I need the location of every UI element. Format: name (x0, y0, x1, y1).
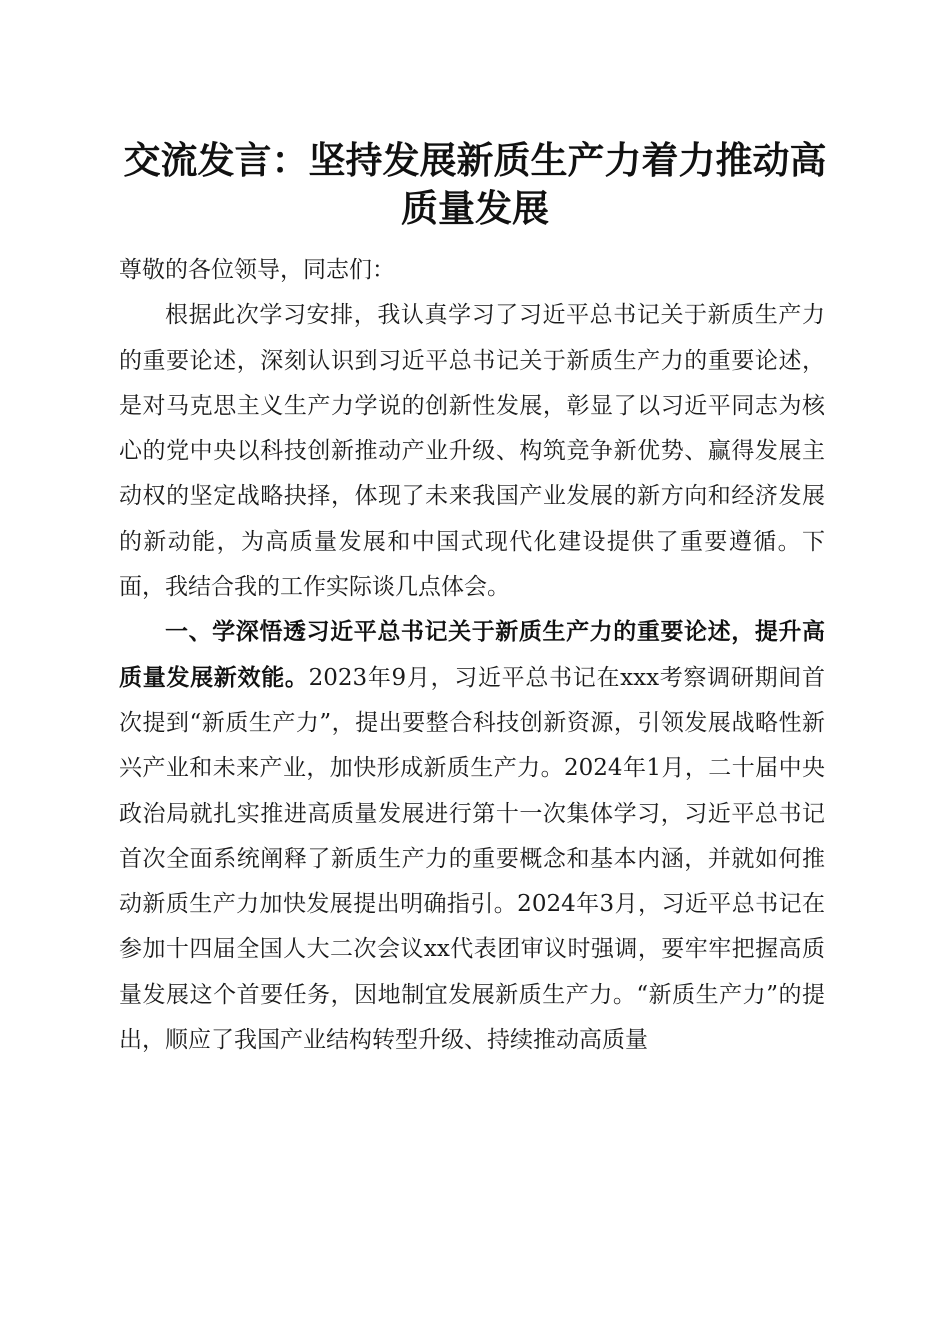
paragraph-section-1 (119, 610, 825, 1063)
section-1-text: 2023年9月，习近平总书记在xxx考察调研期间首次提到“新质生产力”，提出要整合科技创新资源，引领发展战略性新兴产业和未来产业，加快形成新质生产力。2024年1月，二十届中央政治局就扎实推进高质量发展进行第十一次集体学习，习近平总书记首次全面系统阐释了新质生产力的重要概念和基本内涵，并就如何推动新质生产力加快发展提出明确指引。2024年3月，习近平总书记在参加十四届全国人大二次会议xx代表团审议时强调，要牢牢把握高质量发展这个首要任务，因地制宜发展新质生产力。“新质生产力”的提出，顺应了我国产业结构转型升级、持续推动高质量 (119, 664, 825, 1054)
paragraph-intro: 根据此次学习安排，我认真学习了习近平总书记关于新质生产力的重要论述，深刻认识到习近平总书记关于新质生产力的重要论述，是对马克思主义生产力学说的创新性发展，彰显了以习近平同志为核心的党中央以科技创新推动产业升级、构筑竞争新优势、赢得发展主动权的坚定战略抉择，体现了未来我国产业发展的新方向和经济发展的新动能，为高质量发展和中国式现代化建设提供了重要遵循。下面，我结合我的工作实际谈几点体会。 (119, 302, 825, 601)
document-body (119, 248, 825, 1063)
section-1-heading: 一、学深悟透习近平总书记关于新质生产力的重要论述，提升高质量发展新效能。 (119, 619, 825, 691)
salutation: 尊敬的各位领导，同志们： (119, 257, 395, 283)
document-title: 交流发言：坚持发展新质生产力着力推动高质量发展 (123, 138, 827, 230)
